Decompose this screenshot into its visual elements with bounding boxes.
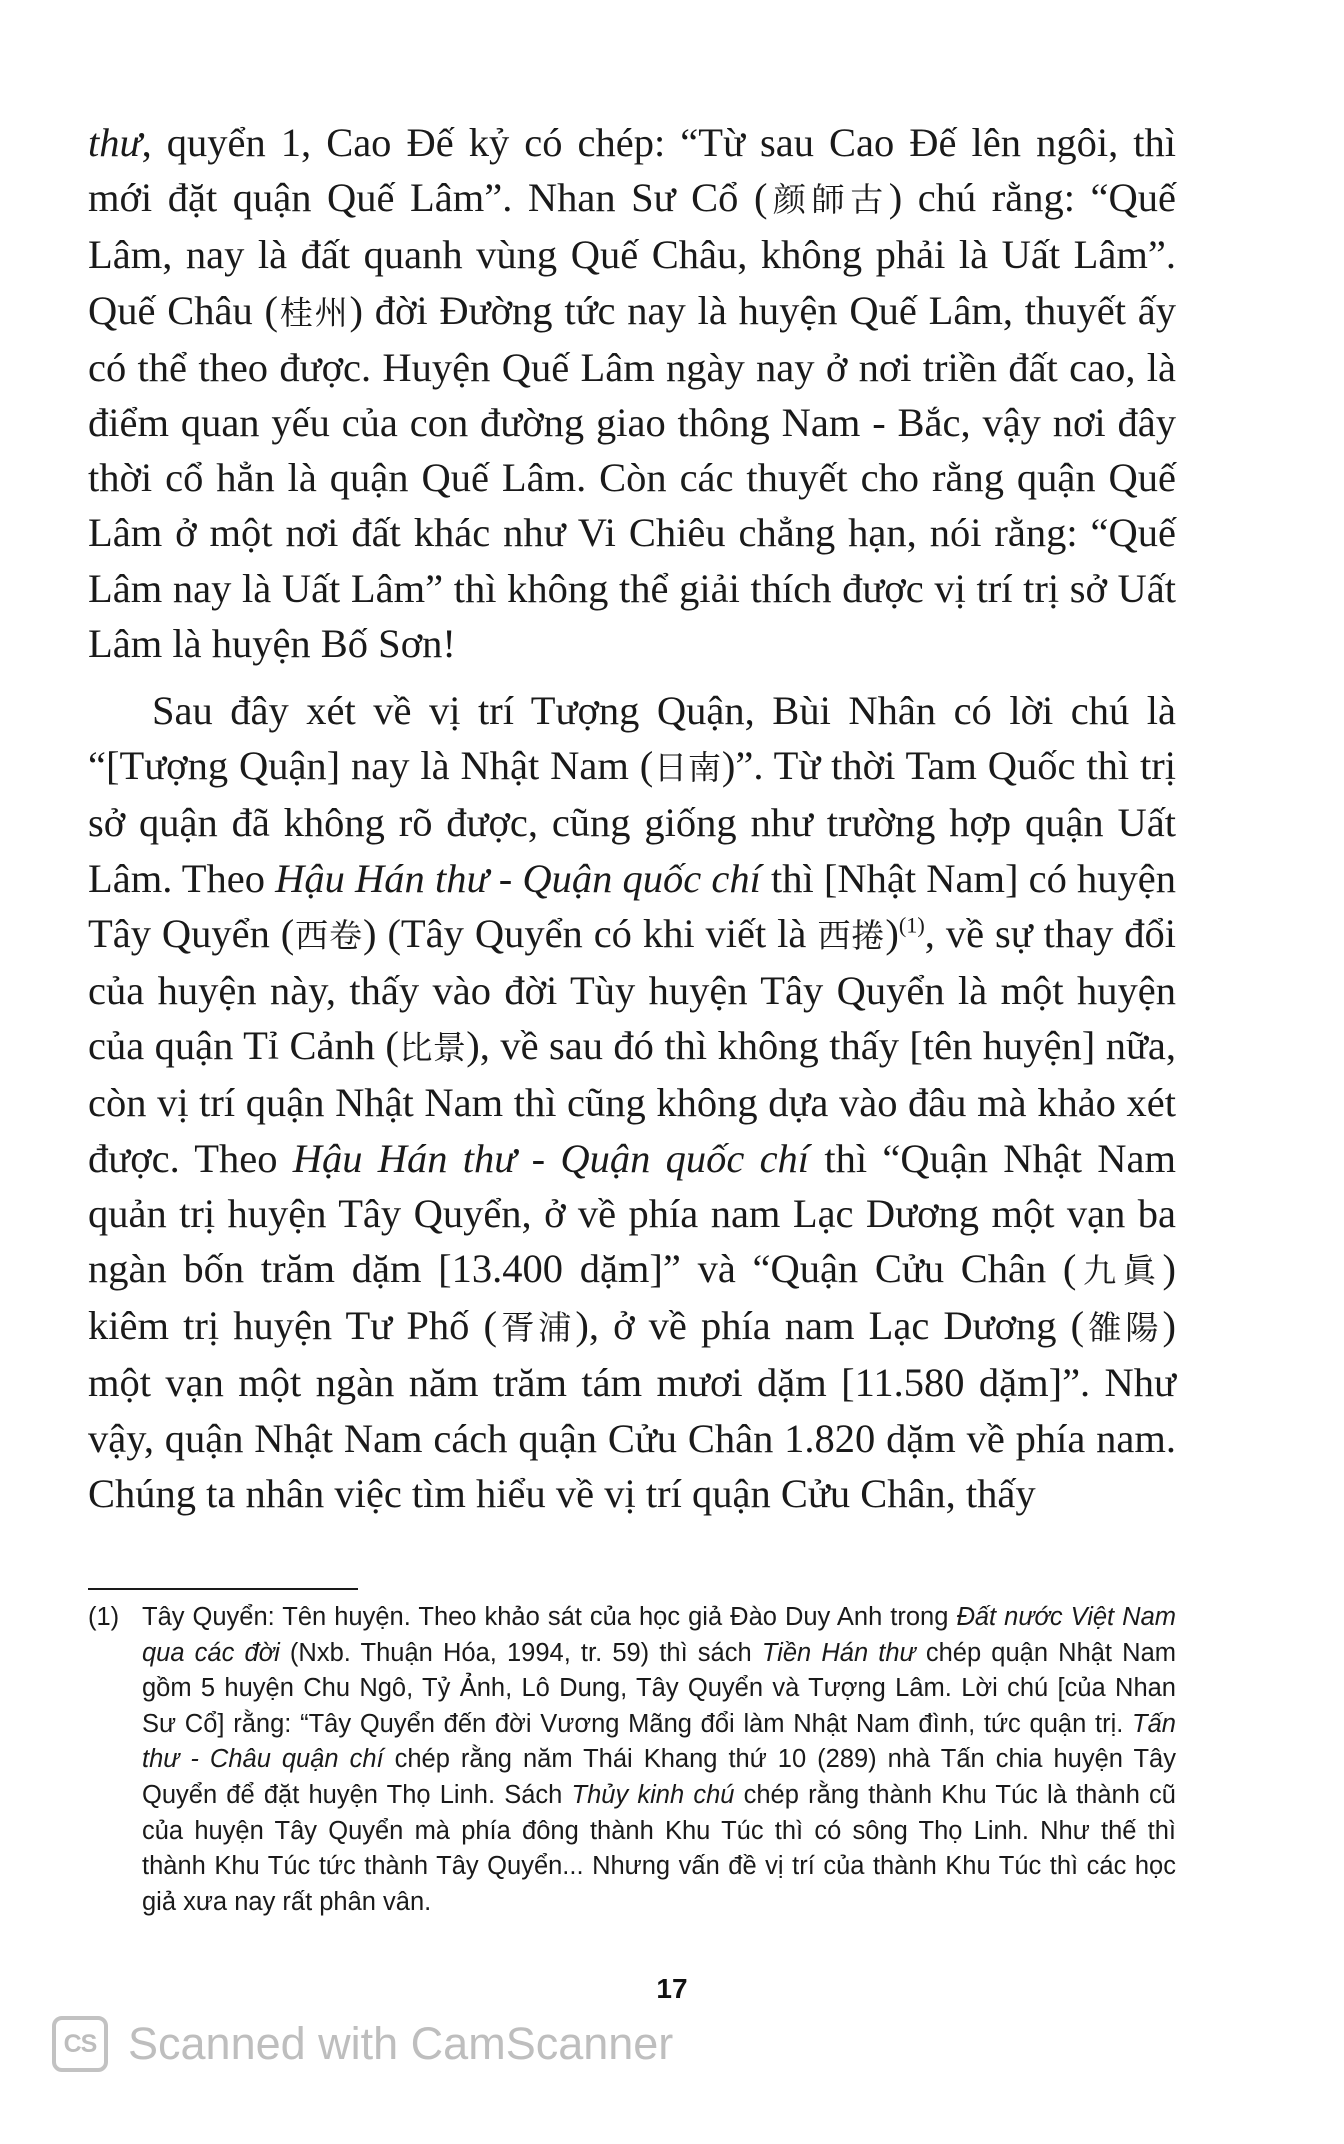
chinese-characters: 胥浦 [496, 1308, 576, 1348]
footnote-divider [88, 1588, 358, 1590]
paragraph-2: Sau đây xét về vị trí Tượng Quận, Bùi Nhân có lời chú là “[Tượng Quận] nay là Nhật Nam (日南)”. Từ thời Tam Quốc thì trị sở quận đã không rõ được, cũng giống như trường hợp quận Uất Lâm. Theo Hậu Hán thư - Quận quốc chí thì [Nhật Nam] có huyện Tây Quyển (西卷) (Tây Quyển có khi viết là 西捲)$^{(1)}$, về sự thay đổi của huyện này, thấy vào đời Tùy huyện Tây Quyển là một huyện của quận Tỉ Cảnh (比景), về sau đó thì không thấy [tên huyện] nữa, còn vị trí quận Nhật Nam thì cũng không dựa vào đâu mà khảo xét được. Theo Hậu Hán thư - Quận quốc chí thì “Quận Nhật Nam quản trị huyện Tây Quyển, ở về phía nam Lạc Dương một vạn ba ngàn bốn trăm dặm [13.400 dặm]” và “Quận Cửu Chân (九眞) kiêm trị huyện Tư Phố (胥浦), ở về phía nam Lạc Dương (雒陽) một vạn một ngàn năm trăm tám mươi dặm [11.580 dặm]”. Như vậy, quận Nhật Nam cách quận Cửu Chân 1.820 dặm về phía nam. Chúng ta nhân việc tìm hiểu về vị trí quận Cửu Chân, thấy [88, 688, 1177, 1516]
camscanner-watermark [52, 2014, 673, 2074]
paragraph-1: thư, quyển 1, Cao Đế kỷ có chép: “Từ sau Cao Đế lên ngôi, thì mới đặt quận Quế Lâm”. Nhan Sư Cổ (颜師古) chú rằng: “Quế Lâm, nay là đất quanh vùng Quế Châu, không phải là Uất Lâm”. Quế Châu (桂州) đời Đường tức nay là huyện Quế Lâm, thuyết ấy có thể theo được. Huyện Quế Lâm ngày nay ở nơi triền đất cao, là điểm quan yếu của con đường giao thông Nam - Bắc, vậy nơi đây thời cổ hẳn là quận Quế Lâm. Còn các thuyết cho rằng quận Quế Lâm ở một nơi đất khác như Vi Chiêu chẳng hạn, nói rằng: “Quế Lâm nay là Uất Lâm” thì không thể giải thích được vị trí trị sở Uất Lâm là huyện Bố Sơn! [88, 120, 1176, 666]
footnote-reference[interactable]: (1) [898, 912, 925, 938]
footnote-text: Tây Quyển: Tên huyện. Theo khảo sát của học giả Đào Duy Anh trong Đất nước Việt Nam qua các đời (Nxb. Thuận Hóa, 1994, tr. 59) thì sách Tiền Hán thư chép quận Nhật Nam gồm 5 huyện Chu Ngô, Tỷ Ảnh, Lô Dung, Tây Quyển và Tượng Lâm. Lời chú [của Nhan Sư Cổ] rằng: “Tây Quyển đến đời Vương Mãng đổi làm Nhật Nam đình, tức quận trị. Tấn thư - Châu quận chí chép rằng năm Thái Khang thứ 10 (289) nhà Tấn chia huyện Tây Quyển để đặt huyện Thọ Linh. Sách Thủy kinh chú chép rằng thành Khu Túc là thành cũ của huyện Tây Quyển mà phía đông thành Khu Túc thì có sông Thọ Linh. Như thế thì thành Khu Túc tức thành Tây Quyển... Nhưng vấn đề vị trí của thành Khu Túc thì các học giả xưa nay rất phân vân. [142, 1603, 1176, 1916]
footnote-mark: (1) [88, 1603, 120, 1631]
footnote [88, 1600, 1176, 1920]
chinese-characters: 西卷 [294, 915, 364, 955]
page-number: 17 [656, 1973, 688, 2004]
chinese-characters: 颜師古 [767, 180, 889, 220]
italic-title: thư [88, 120, 142, 165]
chinese-characters: 西捲 [817, 915, 886, 955]
chinese-characters: 雒陽 [1084, 1308, 1163, 1348]
italic-title: Hậu Hán thư - Quận quốc chí [292, 1135, 810, 1181]
camscanner-logo-icon: CS [52, 2016, 108, 2072]
chinese-characters: 桂州 [278, 292, 350, 332]
chinese-characters: 日南 [653, 748, 722, 788]
main-text [88, 115, 1176, 1521]
italic-title: Hậu Hán thư - Quận quốc chí [275, 855, 761, 901]
chinese-characters: 比景 [398, 1028, 467, 1068]
watermark-text: Scanned with CamScanner [128, 2018, 674, 2069]
chinese-characters: 九眞 [1076, 1251, 1163, 1291]
